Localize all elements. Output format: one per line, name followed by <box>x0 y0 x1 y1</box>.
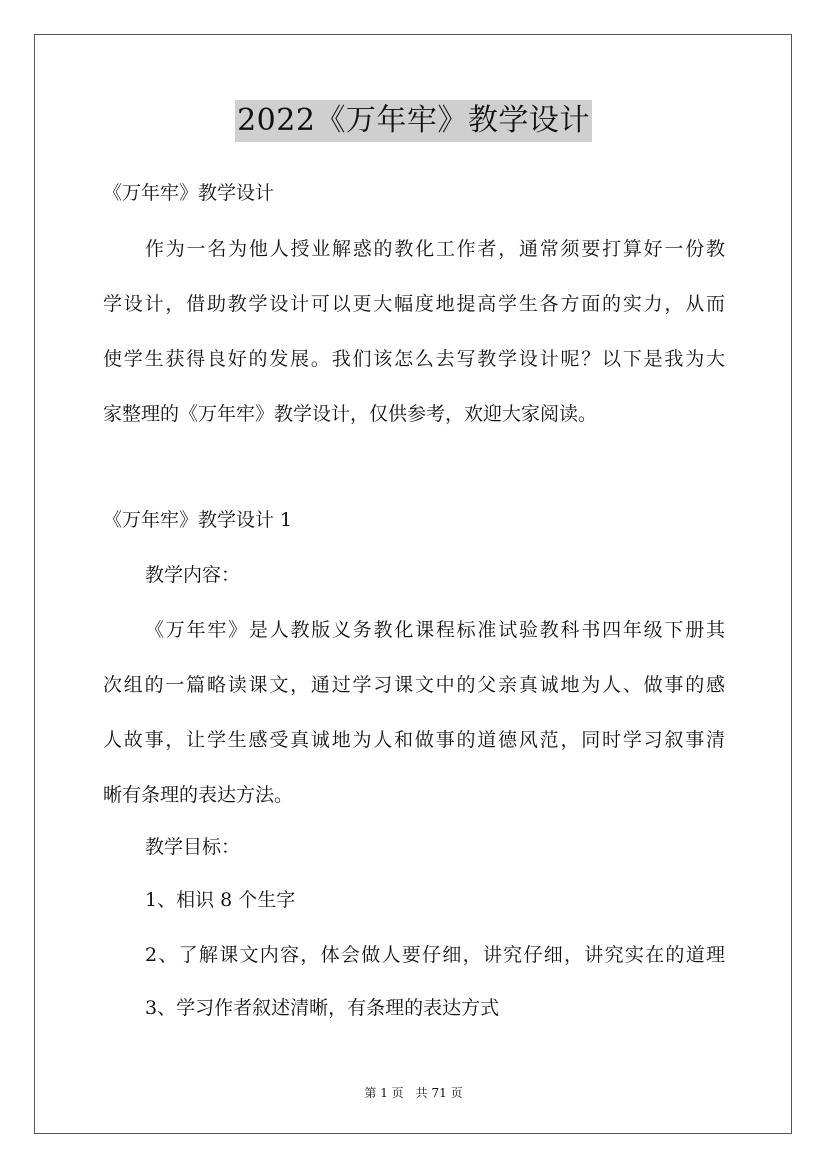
goal-item-1: 1、相识 8 个生字 <box>145 889 296 911</box>
goal-item-3: 3、学习作者叙述清晰，有条理的表达方式 <box>145 997 500 1019</box>
document-title-text: 2022《万年牢》教学设计 <box>235 100 592 142</box>
intro-line-2: 学设计，借助教学设计可以更大幅度地提高学生各方面的实力，从而 <box>103 293 725 315</box>
content-line-1: 《万年牢》是人教版义务教化课程标准试验教科书四年级下册其 <box>145 619 725 641</box>
content-line-3: 人故事，让学生感受真诚地为人和做事的道德风范，同时学习叙事清 <box>103 729 725 751</box>
document-subtitle: 《万年牢》教学设计 <box>103 182 275 204</box>
content-line-4: 晰有条理的表达方法。 <box>103 784 294 806</box>
intro-line-3: 使学生获得良好的发展。我们该怎么去写教学设计呢？以下是我为大 <box>103 348 725 370</box>
goals-label: 教学目标： <box>145 836 241 858</box>
content-label: 教学内容： <box>145 564 241 586</box>
section-heading: 《万年牢》教学设计 1 <box>103 509 293 531</box>
page-footer: 第 1 页 共 71 页 <box>364 1086 463 1100</box>
document-title <box>0 100 827 142</box>
intro-line-1: 作为一名为他人授业解惑的教化工作者，通常须要打算好一份教 <box>145 238 725 260</box>
intro-line-4: 家整理的《万年牢》教学设计，仅供参考，欢迎大家阅读。 <box>103 403 598 425</box>
content-line-2: 次组的一篇略读课文，通过学习课文中的父亲真诚地为人、做事的感 <box>103 674 725 696</box>
goal-item-2: 2、了解课文内容，体会做人要仔细，讲究仔细，讲究实在的道理 <box>145 944 725 966</box>
